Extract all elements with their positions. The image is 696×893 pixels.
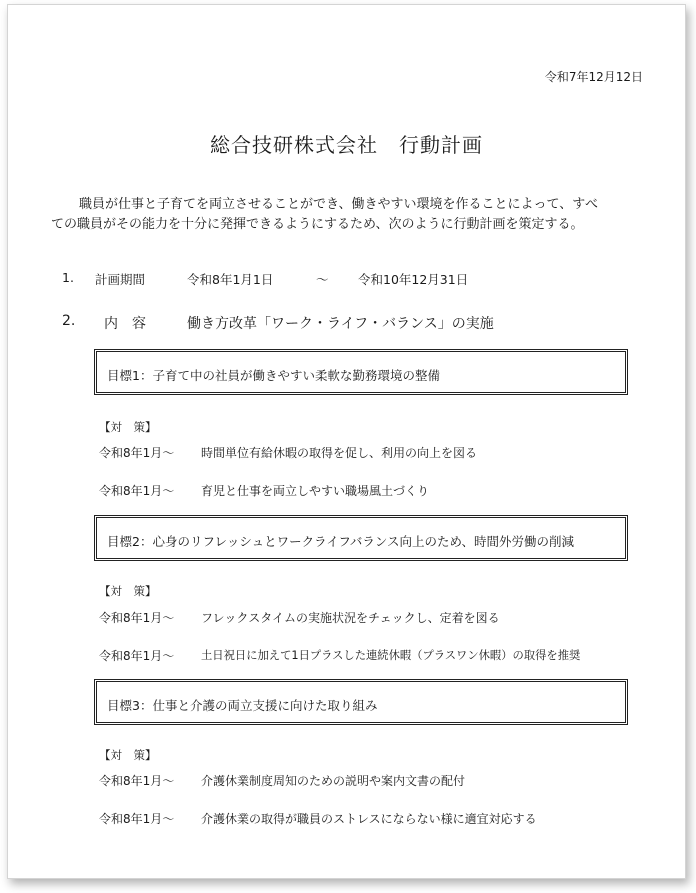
content-value: 働き方改革「ワーク・ライフ・バランス」の実施 — [187, 316, 494, 332]
content-number: 2. — [62, 313, 76, 329]
document-date: 令和7年12月12日 — [544, 70, 643, 84]
goal-1-measures-label: 【対 策】 — [99, 420, 157, 434]
goal-2-title: 目標2：心身のリフレッシュとワークライフバランス向上のため、時間外労働の削減 — [107, 534, 574, 549]
goal-3-measure-2 — [8, 810, 685, 826]
goal-1-measure-1 — [8, 444, 685, 460]
content-label: 内 容 — [104, 316, 146, 332]
period-label: 計画期間 — [95, 272, 146, 287]
measure-text: 育児と仕事を両立しやすい職場風土づくり — [201, 484, 430, 498]
measure-date: 令和8年1月～ — [99, 649, 175, 663]
plan-period-row — [62, 270, 582, 288]
document-page — [7, 4, 686, 879]
goal-2-measure-1 — [8, 609, 685, 625]
intro-paragraph — [51, 195, 649, 235]
goal-3-title: 目標3：仕事と介護の両立支援に向けた取り組み — [107, 698, 378, 713]
goal-1-title: 目標1：子育て中の社員が働きやすい柔軟な勤務環境の整備 — [107, 368, 440, 383]
measure-date: 令和8年1月～ — [99, 812, 175, 826]
period-end: 令和10年12月31日 — [358, 272, 469, 287]
intro-line-1: 職員が仕事と子育てを両立させることができ、働きやすい環境を作ることによって、すべ — [79, 197, 598, 212]
period-separator: ～ — [316, 272, 329, 287]
goal-2-box — [94, 515, 628, 561]
goal-3-measure-1 — [8, 772, 685, 788]
measure-text: 時間単位有給休暇の取得を促し、利用の向上を図る — [201, 446, 478, 460]
measure-date: 令和8年1月～ — [99, 484, 175, 498]
content-row — [62, 313, 622, 333]
document-title: 総合技研株式会社 行動計画 — [210, 133, 483, 157]
measure-date: 令和8年1月～ — [99, 611, 175, 625]
goal-1-measure-2 — [8, 482, 685, 498]
measure-text: 土日祝日に加えて1日プラスした連続休暇（プラスワン休暇）の取得を推奨 — [201, 649, 581, 662]
intro-line-2: ての職員がその能力を十分に発揮できるようにするため、次のように行動計画を策定する。 — [51, 217, 584, 232]
goal-2-measures-label: 【対 策】 — [99, 584, 157, 598]
measure-text: 介護休業制度周知のための説明や案内文書の配付 — [201, 774, 466, 788]
measure-date: 令和8年1月～ — [99, 446, 175, 460]
goal-3-box — [94, 679, 628, 725]
period-number: 1. — [62, 270, 74, 285]
measure-text: 介護休業の取得が職員のストレスにならない様に適宜対応する — [201, 812, 537, 826]
goal-1-box — [94, 349, 628, 395]
measure-date: 令和8年1月～ — [99, 774, 175, 788]
goal-3-measures-label: 【対 策】 — [99, 748, 157, 762]
goal-2-measure-2 — [8, 647, 685, 663]
measure-text: フレックスタイムの実施状況をチェックし、定着を図る — [201, 611, 500, 625]
period-start: 令和8年1月1日 — [187, 272, 274, 287]
